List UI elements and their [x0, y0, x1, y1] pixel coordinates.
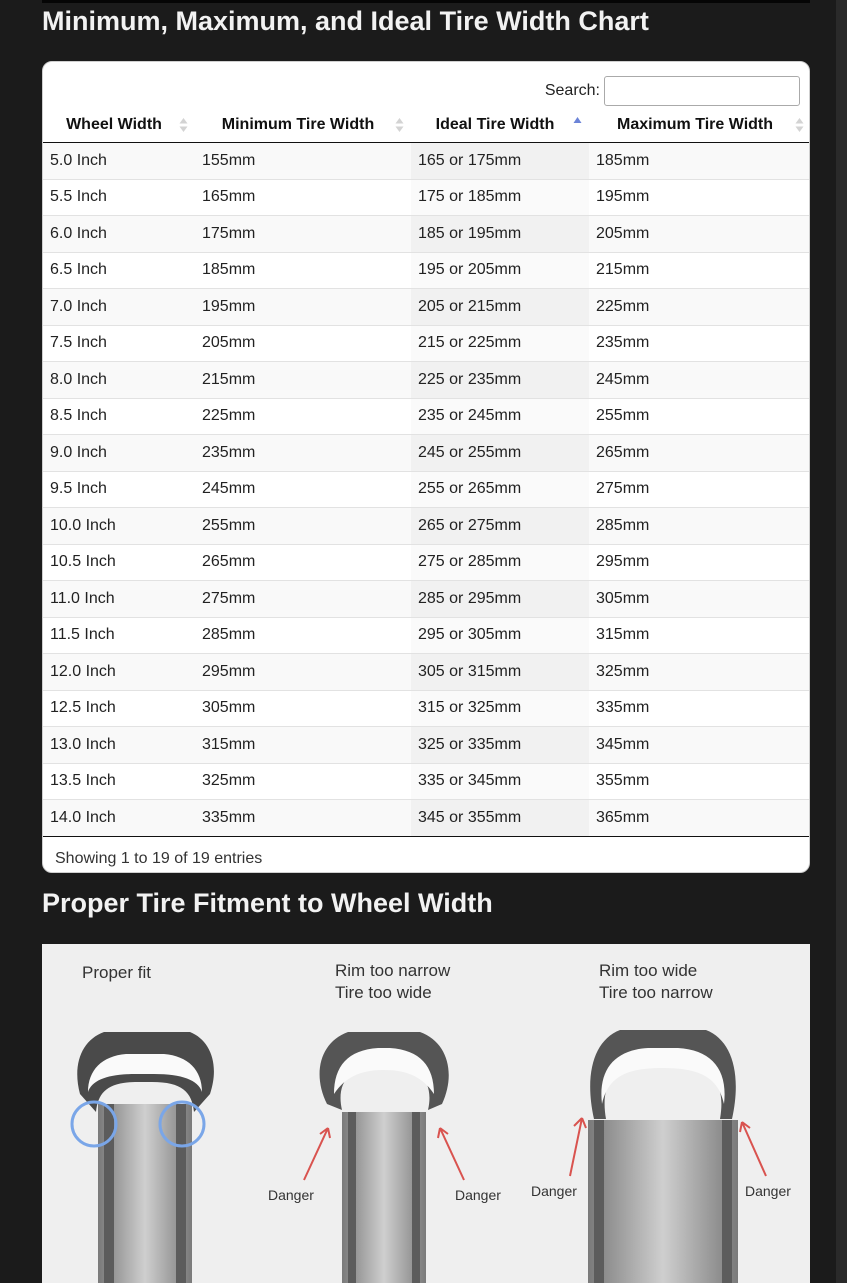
cell-maximum-tire-width: 315mm [589, 617, 810, 654]
cell-maximum-tire-width: 245mm [589, 362, 810, 399]
cell-ideal-tire-width: 195 or 205mm [411, 252, 589, 289]
search-input[interactable] [604, 76, 800, 106]
cell-maximum-tire-width: 265mm [589, 435, 810, 472]
table-info: Showing 1 to 19 of 19 entries [55, 850, 263, 867]
danger-arrow-right [740, 1122, 766, 1176]
cell-minimum-tire-width: 165mm [195, 179, 411, 216]
caption-rim-too-narrow [335, 960, 450, 1004]
sort-both-icon [179, 117, 188, 133]
table-row [43, 289, 810, 326]
cell-wheel-width: 7.0 Inch [43, 289, 195, 326]
cell-minimum-tire-width: 285mm [195, 617, 411, 654]
cell-minimum-tire-width: 185mm [195, 252, 411, 289]
cell-minimum-tire-width: 195mm [195, 289, 411, 326]
cell-maximum-tire-width: 355mm [589, 763, 810, 800]
cell-minimum-tire-width: 295mm [195, 654, 411, 691]
cell-wheel-width: 8.5 Inch [43, 398, 195, 435]
cell-wheel-width: 6.0 Inch [43, 216, 195, 253]
cell-wheel-width: 9.5 Inch [43, 471, 195, 508]
caption-rim-too-wide [599, 960, 713, 1004]
table-row [43, 252, 810, 289]
cell-wheel-width: 12.5 Inch [43, 690, 195, 727]
cell-minimum-tire-width: 265mm [195, 544, 411, 581]
column-header-minimum-tire-width[interactable] [195, 108, 411, 143]
rim-too-narrow-panel [304, 1032, 464, 1283]
cell-wheel-width: 10.0 Inch [43, 508, 195, 545]
caption-line: Rim too wide [599, 961, 698, 980]
cell-minimum-tire-width: 235mm [195, 435, 411, 472]
tire-fitment-diagram [42, 944, 810, 1283]
cell-maximum-tire-width: 275mm [589, 471, 810, 508]
cell-ideal-tire-width: 265 or 275mm [411, 508, 589, 545]
table-row [43, 617, 810, 654]
cell-maximum-tire-width: 295mm [589, 544, 810, 581]
table-row [43, 216, 810, 253]
cell-ideal-tire-width: 305 or 315mm [411, 654, 589, 691]
table-row [43, 471, 810, 508]
cell-minimum-tire-width: 205mm [195, 325, 411, 362]
table-row [43, 544, 810, 581]
cell-minimum-tire-width: 335mm [195, 800, 411, 837]
cell-ideal-tire-width: 345 or 355mm [411, 800, 589, 837]
danger-arrow-right [438, 1128, 464, 1180]
column-header-label: Ideal Tire Width [435, 116, 555, 133]
table-row [43, 690, 810, 727]
page-title: Minimum, Maximum, and Ideal Tire Width Chart [42, 6, 649, 36]
top-edge-bar [42, 0, 810, 3]
table-row [43, 581, 810, 618]
table-row [43, 763, 810, 800]
table-row [43, 179, 810, 216]
cell-wheel-width: 5.5 Inch [43, 179, 195, 216]
cell-minimum-tire-width: 155mm [195, 143, 411, 180]
table-row [43, 398, 810, 435]
cell-wheel-width: 6.5 Inch [43, 252, 195, 289]
cell-wheel-width: 7.5 Inch [43, 325, 195, 362]
danger-label: Danger [531, 1183, 577, 1199]
cell-ideal-tire-width: 175 or 185mm [411, 179, 589, 216]
cell-minimum-tire-width: 275mm [195, 581, 411, 618]
table-row [43, 435, 810, 472]
tire-width-table [43, 108, 810, 837]
sort-both-icon [395, 117, 404, 133]
cell-ideal-tire-width: 315 or 325mm [411, 690, 589, 727]
cell-ideal-tire-width: 325 or 335mm [411, 727, 589, 764]
column-header-label: Wheel Width [66, 116, 162, 133]
sort-ascending-icon [573, 117, 582, 133]
cell-maximum-tire-width: 335mm [589, 690, 810, 727]
caption-line: Tire too narrow [599, 983, 713, 1002]
cell-wheel-width: 9.0 Inch [43, 435, 195, 472]
danger-arrow-left [304, 1128, 330, 1180]
cell-wheel-width: 10.5 Inch [43, 544, 195, 581]
cell-ideal-tire-width: 205 or 215mm [411, 289, 589, 326]
column-header-maximum-tire-width[interactable] [589, 108, 810, 143]
cell-ideal-tire-width: 245 or 255mm [411, 435, 589, 472]
cell-wheel-width: 14.0 Inch [43, 800, 195, 837]
cell-minimum-tire-width: 325mm [195, 763, 411, 800]
cell-minimum-tire-width: 305mm [195, 690, 411, 727]
table-row [43, 727, 810, 764]
cell-ideal-tire-width: 225 or 235mm [411, 362, 589, 399]
cell-ideal-tire-width: 275 or 285mm [411, 544, 589, 581]
table-row [43, 654, 810, 691]
cell-minimum-tire-width: 255mm [195, 508, 411, 545]
column-header-label: Maximum Tire Width [616, 116, 774, 133]
sort-both-icon [795, 117, 804, 133]
danger-arrow-left [570, 1118, 586, 1176]
rim-too-wide-panel [570, 1030, 766, 1283]
table-row [43, 325, 810, 362]
cell-minimum-tire-width: 245mm [195, 471, 411, 508]
cell-minimum-tire-width: 225mm [195, 398, 411, 435]
cell-maximum-tire-width: 185mm [589, 143, 810, 180]
cell-maximum-tire-width: 345mm [589, 727, 810, 764]
table-row [43, 143, 810, 180]
caption-proper-fit [82, 962, 151, 984]
danger-label: Danger [268, 1187, 314, 1203]
cell-wheel-width: 11.5 Inch [43, 617, 195, 654]
column-header-wheel-width[interactable] [43, 108, 195, 143]
search-label: Search: [544, 82, 600, 99]
cell-ideal-tire-width: 215 or 225mm [411, 325, 589, 362]
cell-ideal-tire-width: 285 or 295mm [411, 581, 589, 618]
cell-maximum-tire-width: 205mm [589, 216, 810, 253]
cell-maximum-tire-width: 225mm [589, 289, 810, 326]
caption-line: Rim too narrow [335, 961, 451, 980]
cell-maximum-tire-width: 285mm [589, 508, 810, 545]
cell-wheel-width: 12.0 Inch [43, 654, 195, 691]
proper-fit-panel [72, 1032, 214, 1283]
page-scrollbar[interactable] [836, 0, 847, 1283]
cell-wheel-width: 13.0 Inch [43, 727, 195, 764]
search-row [545, 76, 800, 106]
danger-label: Danger [455, 1187, 501, 1203]
table-body [43, 143, 810, 837]
cell-maximum-tire-width: 305mm [589, 581, 810, 618]
column-header-ideal-tire-width[interactable] [411, 108, 589, 143]
section-title: Proper Tire Fitment to Wheel Width [42, 888, 493, 918]
table-row [43, 800, 810, 837]
cell-ideal-tire-width: 185 or 195mm [411, 216, 589, 253]
tire-width-table-card [42, 61, 810, 873]
column-header-label: Minimum Tire Width [221, 116, 375, 133]
rim-rim-too-wide [588, 1120, 738, 1283]
cell-wheel-width: 8.0 Inch [43, 362, 195, 399]
cell-maximum-tire-width: 325mm [589, 654, 810, 691]
cell-wheel-width: 5.0 Inch [43, 143, 195, 180]
table-row [43, 362, 810, 399]
caption-line: Proper fit [82, 963, 151, 982]
cell-ideal-tire-width: 165 or 175mm [411, 143, 589, 180]
cell-maximum-tire-width: 255mm [589, 398, 810, 435]
cell-ideal-tire-width: 235 or 245mm [411, 398, 589, 435]
danger-label: Danger [745, 1183, 791, 1199]
cell-ideal-tire-width: 295 or 305mm [411, 617, 589, 654]
cell-ideal-tire-width: 335 or 345mm [411, 763, 589, 800]
cell-minimum-tire-width: 215mm [195, 362, 411, 399]
cell-maximum-tire-width: 215mm [589, 252, 810, 289]
table-row [43, 508, 810, 545]
cell-minimum-tire-width: 175mm [195, 216, 411, 253]
cell-ideal-tire-width: 255 or 265mm [411, 471, 589, 508]
cell-maximum-tire-width: 365mm [589, 800, 810, 837]
cell-maximum-tire-width: 235mm [589, 325, 810, 362]
table-header-row [43, 108, 810, 143]
cell-minimum-tire-width: 315mm [195, 727, 411, 764]
caption-line: Tire too wide [335, 983, 432, 1002]
cell-maximum-tire-width: 195mm [589, 179, 810, 216]
cell-wheel-width: 13.5 Inch [43, 763, 195, 800]
cell-wheel-width: 11.0 Inch [43, 581, 195, 618]
